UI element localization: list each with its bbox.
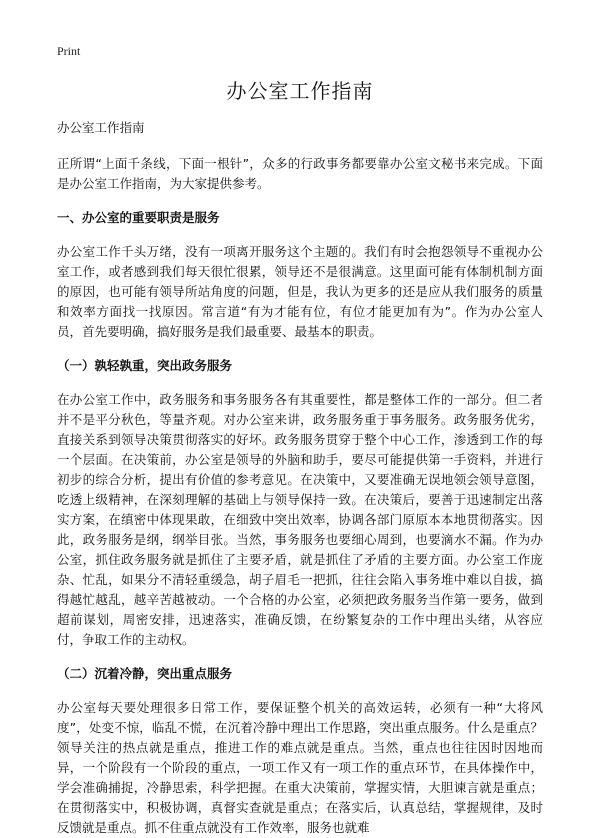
section-heading-1: 一、办公室的重要职责是服务 <box>57 210 220 225</box>
section-body-2: 在办公室工作中，政务服务和事务服务各有其重要性，都是整体工作的一部分。但二者并不是平分秋色，等量齐观。对办公室来讲，政务服务重于事务服务。政务服务优劣，直接关系到领导决策贯彻落实的好坏。政务服务贯穿于整个中心工作，渗透到工作的每一个层面。在决策前，办公室是领导的外脑和助手，要尽可能提供第一手资料，并进行初步的综合分析，提出有价值的参考意见。在决策中，又要准确无误地领会领导意图，吃透上级精神，在深刻理解的基础上与领导保持一致。在决策后，要善于迅速制定出落实方案，在缜密中体现果敢，在细致中突出效率，协调各部门原原本本地贯彻落实。因此，政务服务是纲，纲举目张。当然，事务服务也要细心周到，也要滴水不漏。作为办公室，抓住政务服务就是抓住了主要矛盾，就是抓住了矛盾的主要方面。办公室工作庞杂、忙乱，如果分不清轻重缓急，胡子眉毛一把抓，往往会陷入事务堆中难以自拔，搞得越忙越乱，越辛苦越被动。一个合格的办公室，必须把政务服务当作第一要务，做到超前谋划，周密安排，迅速落实，准确反馈，在纷繁复杂的工作中理出头绪，从容应付，争取工作的主动权。 <box>57 392 543 647</box>
section-body-1: 办公室工作千头万绪，没有一项离开服务这个主题的。我们有时会抱怨领导不重视办公室工作，或者感到我们每天很忙很累，领导还不是很满意。这里面可能有体制机制方面的原因，也可能有领导所站角度的问题，但是，我认为更多的还是应从我们服务的质量和效率方面找一找原因。常言道“有为才能有位，有位才能更加有为”。作为办公室人员，首先要明确，搞好服务是我们最重要、最基本的职责。 <box>57 244 543 339</box>
intro-paragraph: 正所谓“上面千条线，下面一根针”，众多的行政事务都要靠办公室文秘书来完成。下面是办公室工作指南，为大家提供参考。 <box>57 156 543 191</box>
section-body-3: 办公室每天要处理很多日常工作，要保证整个机关的高效运转，必须有一种“大将风度”，处变不惊，临乱不慌，在沉着冷静中理出工作思路，突出重点服务。什么是重点？领导关注的热点就是重点，推进工作的难点就是重点。当然，重点也往往因时因地而异，一个阶段有一个阶段的重点，一项工作又有一项工作的重点环节，在具体操作中，学会准确捕捉，冷静思索，科学把握。在重大决策前，掌握实情，大胆谏言就是重点；在贯彻落实中，积极协调，真督实查就是重点；在落实后，认真总结，掌握规律，及时反馈就是重点。抓不住重点就没有工作效率，服务也就难 <box>57 700 543 835</box>
section-heading-2: （一）孰轻孰重，突出政务服务 <box>57 358 233 373</box>
section-heading-3: （二）沉着冷静，突出重点服务 <box>57 666 233 681</box>
page-title: 办公室工作指南 <box>226 79 374 103</box>
print-link[interactable]: Print <box>57 44 81 58</box>
subtitle: 办公室工作指南 <box>57 120 145 135</box>
